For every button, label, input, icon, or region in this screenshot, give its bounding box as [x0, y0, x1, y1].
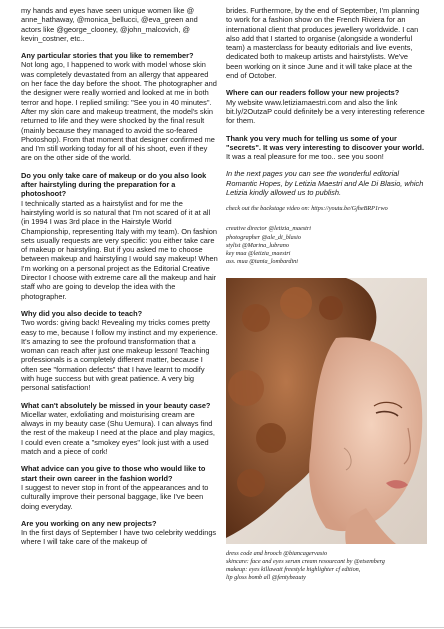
editorial-credits	[226, 225, 426, 266]
credit-line: key mua @letizia_maestri	[226, 249, 291, 257]
interview-question: Any particular stories that you like to remember?	[21, 51, 194, 61]
editorial-photo	[226, 278, 427, 544]
credit-line: photographer @ale_di_blasio	[226, 233, 301, 241]
editorial-intro: In the next pages you can see the wonderful editorial Romantic Hopes, by Letizia Maestri and Ale Di Blasio, which Letizia kindly allowed us to publish.	[226, 169, 424, 198]
credit-line: ass. mua @tania_lombardini	[226, 258, 298, 266]
interview-question: Do you only take care of makeup or do you also look after hairstyling during the preparation for a photoshoot?	[21, 170, 207, 199]
credit-line: stylist @Marina_lubrano	[226, 241, 289, 249]
interview-answer: I technically started as a hairstylist and for me the hairstyling world is so natural that I'm not scared of it at all (in 1994 I was 3rd place in the Hairstyle World Championship, representing Italy with my team). On fashion sets usually requests are very specific: you either take care of makeup or hairstyling. But if you asked me to choose between makeup and hairstyling I would say makeup! When I'm working on a personal project as the Editorial Creative Director I choose with extreme care all the makeup and hair staff who are going to develop the idea with the photographer.	[21, 198, 218, 301]
portrait-image	[226, 278, 427, 544]
interview-answer: Two words: giving back! Revealing my tricks comes pretty easy to me, because I follow my instinct and my experience. It's amazing to see the profound transformation that a woman can reach after just one makeup lesson! Teaching professionals is a completely different matter, because I often see "formation defects" that I have learnt to modify with huge success but with great patience. A very big personal satisfaction!	[21, 318, 218, 393]
credit-line: creative director @letizia_maestri	[226, 225, 311, 233]
interview-question: Where can our readers follow your new projects?	[226, 88, 400, 98]
caption-line: makeup: eyes killawatt freestyle highlighter cf edition,	[226, 566, 361, 574]
interview-answer: In the first days of September I have two celebrity weddings where I will take care of the makeup of	[21, 528, 217, 547]
right-column-text	[226, 6, 426, 197]
backstage-video-line: check out the backstage video on: https://youtu.be/GjheBRP1rwo	[226, 205, 388, 213]
caption-line: skincare: face and eyes serum cream resourcant by @etsemberg	[226, 558, 385, 566]
interview-answer: brides. Furthermore, by the end of September, I'm planning to work for a fashion show on the French Riviera for an international client that produces jewellery worldwide. I can also add that I started to organise (alongside a wonderful team) a masterclass for beauty editorials and live events, dedicated both to makeup artists and hairstylists. We've been working on it since June and it will take place at the end of October.	[226, 6, 420, 81]
interview-answer: I suggest to never stop in front of the appearances and to culturally improve their personal baggage, like I've been doing everyday.	[21, 482, 209, 511]
left-column	[21, 6, 218, 555]
photo-caption	[226, 550, 426, 582]
interview-answer: Not long ago, I happened to work with model whose skin was completely devastated from an allergy that appeared on her face the day before the shoot. The photographer and the designer were really worried and looked at me in both terror and hope. I replied smiling: "See you in 40 minutes". After my skin care and makeup treatment, the model's skin returned to life and they were shocked by the final result (mainly because they managed to avoid the so-feared Photoshop). From that moment that designer confirmed me and I'm still working today for all of his shoot, even if they are on the other side of the world.	[21, 60, 217, 163]
interview-question: What can't absolutely be missed in your beauty case?	[21, 400, 211, 410]
caption-line: dress code and brooch @biancagervasio	[226, 550, 328, 558]
right-column	[226, 6, 426, 582]
page-footer-rule	[0, 627, 444, 628]
interview-question: What advice can you give to those who would like to start their own career in the fashion world?	[21, 464, 206, 483]
interview-answer: Micellar water, exfoliating and moisturising cream are always in my beauty case (Shu Uemura). I can always find the rest of the makeup I need at the place and play magics, I could even create a "smokey eyes" look just with a used match and a piece of cork!	[21, 409, 215, 457]
interview-answer: my hands and eyes have seen unique women like @ anne_hathaway, @monica_bellucci, @eva_green and actors like @george_clooney, @john_malcovich, @ kevin_costner, etc..	[21, 6, 198, 43]
interview-question: Thank you very much for telling us some of your "secrets". It was very interesting to discover your world.	[226, 133, 424, 152]
interview-answer: My website www.letiziamaestri.com and also the link bit.ly/2OutzaP could definitely be a very interesting reference for them.	[226, 97, 425, 126]
interview-answer: It was a real pleasure for me too.. see you soon!	[226, 152, 384, 162]
caption-line: lip gloss bomb all @fentybeauty	[226, 574, 306, 582]
interview-question: Why did you also decide to teach?	[21, 308, 143, 318]
interview-question: Are you working on any new projects?	[21, 518, 157, 528]
